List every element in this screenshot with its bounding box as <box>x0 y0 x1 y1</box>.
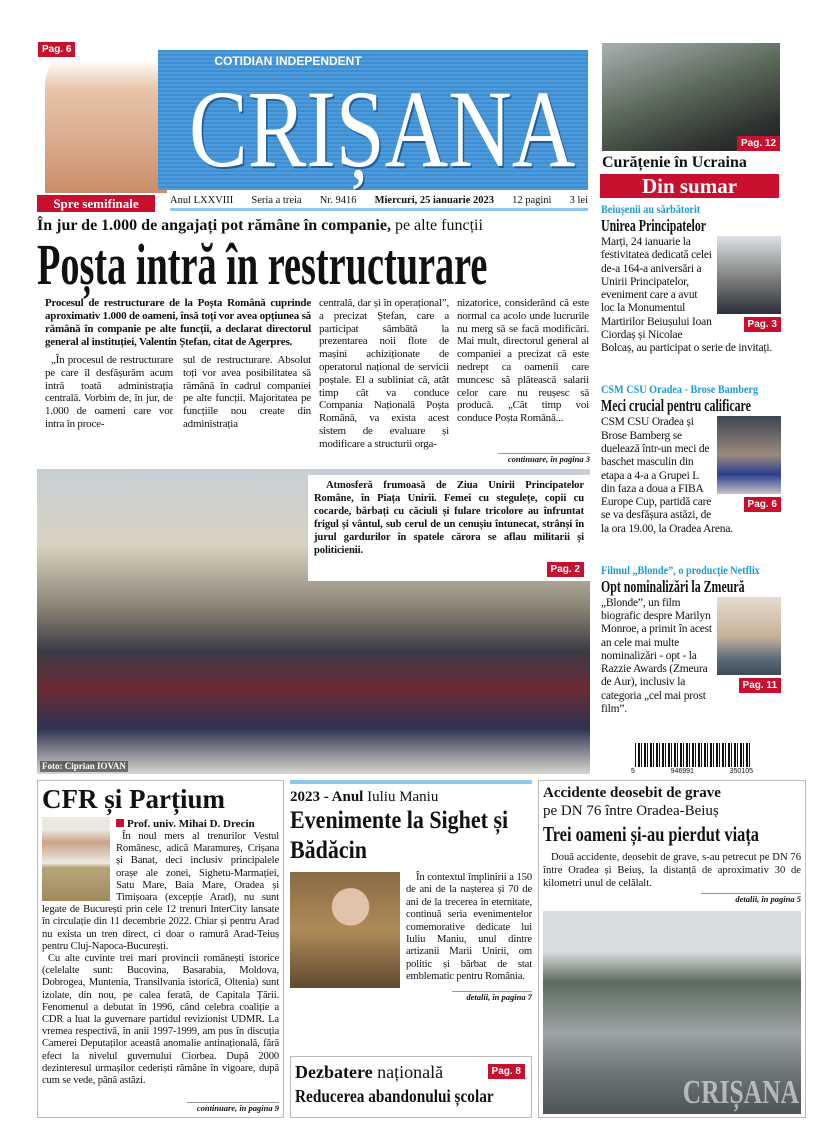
main-photo-caption-box <box>308 475 590 581</box>
story-kicker: Beiușenii au sărbătorit <box>601 202 701 216</box>
accident-kicker: Accidente deosebit de grave <box>543 785 721 801</box>
story-photo[interactable] <box>717 416 781 494</box>
lead-section <box>37 216 590 774</box>
accident-photo[interactable] <box>543 911 801 1114</box>
lead-body <box>45 297 590 451</box>
story-kicker: Filmul „Blonde”, o producție Netflix <box>601 562 760 577</box>
lead-kicker-rest: pe alte funcții <box>390 217 483 234</box>
barcode <box>635 743 750 767</box>
sidebar-story-3 <box>601 563 781 717</box>
caption-badge-row <box>314 559 584 577</box>
masthead <box>158 50 588 190</box>
lead-kicker-bold: În jur de 1.000 de angajați pot rămâne în companie, <box>37 217 391 234</box>
accident-continue-link[interactable]: detalii, în pagina 5 <box>701 893 801 905</box>
sidebar-story-1 <box>601 202 781 356</box>
issue-series: Seria a treia <box>251 195 302 206</box>
page-badge[interactable]: Pag. 2 <box>547 562 584 577</box>
accident-article <box>538 780 806 1118</box>
page-badge[interactable]: Pag. 12 <box>737 136 780 151</box>
cfr-article <box>37 780 284 1118</box>
lead-left-columns <box>45 354 311 431</box>
accident-continue-row <box>543 893 801 905</box>
story-photo-block <box>717 416 781 512</box>
cfr-continue-link[interactable]: continuare, în pagina 9 <box>187 1102 279 1114</box>
sidebar <box>601 202 781 776</box>
issue-price: 3 lei <box>569 195 588 206</box>
ukraine-photo[interactable] <box>602 43 780 151</box>
photo-credit: Foto: Ciprian IOVAN <box>42 761 126 771</box>
maniu-body <box>290 872 532 988</box>
lead-column-4: nizatorice, considerând că este normal ca acolo unde lucrurile nu merg să se facă modificări. Mai mult, directorul general al companiei a precizat că este nedrept ca oamenii care muncesc să plătească salarii celor care nu reușesc să producă. „Cât timp voi conduce Poșta Română... <box>457 297 589 425</box>
page-badge[interactable]: Pag. 6 <box>38 42 75 57</box>
masthead-title: CRIȘANA <box>189 68 576 190</box>
barcode-digit-prefix: 5 <box>631 767 635 775</box>
lead-headline[interactable]: Poșta intră în restructurare <box>37 232 488 297</box>
page-badge[interactable]: Pag. 11 <box>739 678 781 693</box>
summary-header: Din sumar <box>600 174 779 198</box>
swimmer-photo[interactable] <box>45 45 167 193</box>
accident-text: Două accidente, deosebit de grave, s-au petrecut pe DN 76 între Oradea și Beiuș, la distanță de aproximativ 30 de kilometri unul de celălalt. <box>543 852 801 889</box>
debate-kicker-rest: națională <box>372 1062 444 1082</box>
lead-column-2: sul de restructurare. Absolut toți vor avea posibilitatea să rămână în cadrul companiei pe alte funcții. Majoritatea pe funcțiile nou create din administrația <box>183 354 311 430</box>
issue-pages: 12 pagini <box>512 195 552 206</box>
lead-continue-link[interactable]: continuare, în pagina 3 <box>498 453 590 465</box>
cfr-paragraph-2: Cu alte cuvinte trei mari provincii românești istorice (celelalte sunt: Bucovina, Basarabia, Moldova, Dobrogea, Muntenia, Transilvania istorică, Oltenia) sunt izolate, din nou, pe calea ferată, de Capitala Țării. Fenomenul a debutat în 1996, când celebra coaliție a CDR a luat la guvernare partidul revizionist UDMR. La vremea respectivă, în anii 1997-1999, am pus în discuția Camerei Deputaților această anomalie antinațională, fără efect la nivelul guvernului Ciorbea. După 2000 dezinteresul urmașilor cederiști rămâne în vigoare, după cum se vede, până astăzi. <box>42 953 279 1087</box>
story-title[interactable]: Meci crucial pentru calificare <box>601 396 751 416</box>
lead-column-3: centrală, dar și în operațional”, a precizat Ștefan, care a participat sâmbătă la prezentarea noii flote de mașini achiziționate de operatorul național de servicii poștale. El a subliniat că, atât timp cât va conduce Compania Națională Poșta Română, va exista acest sistem de evaluare și modificare a structurii orga- <box>319 297 449 450</box>
story-title[interactable]: Opt nominalizări la Zmeură <box>601 576 745 596</box>
page-badge[interactable]: Pag. 6 <box>744 497 781 512</box>
author-name: Prof. univ. Mihai D. Drecin <box>127 818 255 830</box>
barcode-digits-right: 350105 <box>729 767 753 775</box>
barcode-digits-left: 946991 <box>670 767 694 775</box>
maniu-kicker-bold: 2023 - Anul <box>290 789 364 805</box>
bottom-row <box>37 780 808 1118</box>
issue-date: Miercuri, 25 ianuarie 2023 <box>374 195 494 206</box>
story-text: „Blonde”, un film biografic despre Marilyn Monroe, a primit în acest an cele mai multe nominalizări - opt - la Razzie Awards (Zmeura de Aur), inclusiv la categoria „cel mai prost film”. <box>601 596 712 716</box>
maniu-title[interactable]: Evenimente la Sighet și Bădăcin <box>290 807 509 864</box>
story-text: CSM CSU Oradea și Brose Bamberg se duelează într-un meci de baschet masculin din etapa a 4-a a Grupei L din faza a doua a FIBA Europe Cup, partidă care se va desfășura astăzi, de la ora 19.00, la Oradea Arena. <box>601 416 733 535</box>
sidebar-story-2 <box>601 382 781 536</box>
lead-left <box>45 297 311 451</box>
barcode-digits <box>631 767 753 776</box>
section-rule <box>290 780 532 784</box>
swimmer-label: Spre semifinale <box>37 195 155 212</box>
page-badge[interactable]: Pag. 8 <box>488 1064 525 1079</box>
accident-title[interactable]: Trei oameni și-au pierdut viața <box>543 822 759 846</box>
ukraine-title[interactable]: Curățenie în Ucraina <box>602 154 747 171</box>
story-photo[interactable] <box>717 597 781 675</box>
maniu-continue-row <box>290 991 532 1003</box>
cfr-title[interactable]: CFR și Parțium <box>42 784 225 814</box>
cfr-continue-row <box>42 1102 279 1114</box>
story-title[interactable]: Unirea Principatelor <box>601 216 707 235</box>
issue-number: Nr. 9416 <box>319 195 357 206</box>
lead-intro: Procesul de restructurare de la Poșta Română cuprinde aproximativ 1.000 de oameni, însă toți vor avea opțiunea să rămână în companie pe alte funcții, a declarat directorul general al instituției, Valentin Ștefan, citat de Agerpres. <box>45 297 311 348</box>
main-photo[interactable] <box>37 469 590 774</box>
masthead-tagline: COTIDIAN INDEPENDENT <box>214 54 362 68</box>
watermark-logo: CRIȘANA <box>682 1074 799 1111</box>
page-badge[interactable]: Pag. 3 <box>744 317 781 332</box>
story-text: Marți, 24 ianuarie la festivitatea dedicată celei de-a 164-a aniversări a Unirii Principatelor, eveniment care a avut loc la Monumentul Martirilor Beiușului Ioan Ciordaș și Nicolae Bolcaș, au participat o serie de invitați. <box>601 236 773 355</box>
issue-year: Anul LXXVIII <box>170 195 234 206</box>
lead-column-1: „În procesul de restructurare pe care îl desfășurăm acum intră toată administrația centrală. Vorbim de, în jur, de 1.000 de oameni care vor intra în proce- <box>45 354 173 430</box>
debate-kicker-bold: Dezbatere <box>295 1062 373 1082</box>
bullet-icon <box>116 819 124 827</box>
main-photo-caption: Atmosferă frumoasă de Ziua Unirii Principatelor Române, în Piața Unirii. Femei cu stegulețe, copii cu cocarde, bărbați cu căciuli și fulare tricolore au înfruntat frigul și vântul, sub cerul de un cenușiu întunecat, strânși în jurul gardurilor în spatele cărora se aflau militarii și politicienii. <box>314 479 584 556</box>
accident-sub: pe DN 76 între Oradea-Beiuș <box>543 803 719 819</box>
maniu-text: În contextul împlinirii a 150 de ani de la nașterea și 70 de ani de la trecerea în eternitate, continuă seria evenimentelor comemorative dedicate lui Iuliu Maniu, unul dintre artizanii Marii Unirii, om politic și bărbat de stat emblematic pentru România. <box>406 872 532 983</box>
debate-title[interactable]: Reducerea abandonului școlar <box>295 1086 494 1106</box>
issue-info <box>170 194 588 211</box>
story-photo-block <box>717 236 781 332</box>
lead-continue-row <box>37 453 590 465</box>
story-kicker: CSM CSU Oradea - Brose Bamberg <box>601 382 759 397</box>
middle-column <box>290 780 532 1118</box>
maniu-continue-link[interactable]: detalii, în pagina 7 <box>452 991 532 1003</box>
cfr-paragraph-1: În noul mers al trenurilor Vestul Românesc, adică Maramureș, Crișana și Banat, deci inclusiv principalele orașe ale zonei, Sighetu-Marmației, Satu Mare, Baia Mare, Oradea și Timișoara (excepție Arad), nu sunt legate de București prin cele 12 trenuri InterCity lansate în circulație din 11 decembrie 2022. Chiar și pentru Arad nu exista un tren direct, ci doar o ramură Arad-Teiuș pentru Cluj-Napoca-București. <box>42 831 279 952</box>
maniu-kicker-rest: Iuliu Maniu <box>363 789 439 805</box>
story-photo[interactable] <box>717 236 781 314</box>
barcode-block <box>631 743 753 776</box>
debate-box <box>290 1056 532 1118</box>
author-photo <box>42 817 110 901</box>
maniu-poster[interactable] <box>290 872 400 988</box>
maniu-kicker <box>290 788 532 806</box>
story-photo-block <box>717 597 781 693</box>
